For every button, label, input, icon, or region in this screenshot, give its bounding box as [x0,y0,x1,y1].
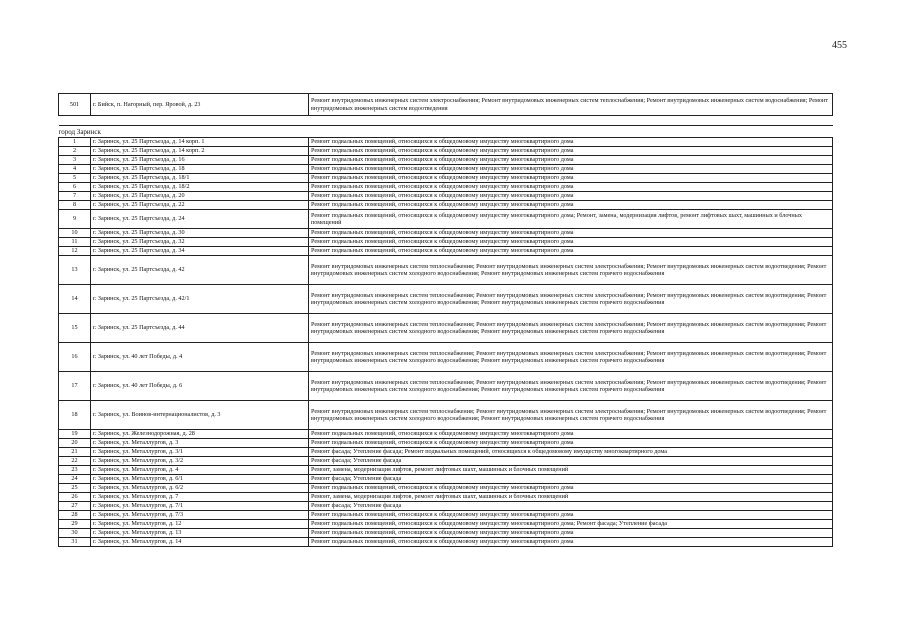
row-works: Ремонт подвальных помещений, относящихся к общедомовому имуществу многоквартирного дома; Ремонт, замена, модернизация лифтов, ремонт лифтовых шахт, машинных и блочных помещений [309,210,833,229]
table-row [59,247,833,256]
row-number: 13 [59,256,91,285]
table-row [59,484,833,493]
table-gap [59,116,833,126]
row-number: 26 [59,493,91,502]
row-address: г. Заринск, ул. Металлургов, д. 3/2 [91,457,309,466]
row-number: 28 [59,511,91,520]
row-works: Ремонт подвальных помещений, относящихся к общедомовому имуществу многоквартирного дома [309,538,833,547]
table-row [59,238,833,247]
table-row [59,314,833,343]
row-number: 14 [59,285,91,314]
row-number: 1 [59,138,91,147]
row-address: г. Заринск, ул. 25 Партсъезда, д. 44 [91,314,309,343]
row-number: 29 [59,520,91,529]
row-number: 20 [59,439,91,448]
row-works: Ремонт подвальных помещений, относящихся к общедомовому имуществу многоквартирного дома [309,201,833,210]
row-works: Ремонт подвальных помещений, относящихся к общедомовому имуществу многоквартирного дома [309,165,833,174]
works-table-body [59,94,833,547]
row-number: 10 [59,229,91,238]
row-works: Ремонт подвальных помещений, относящихся к общедомовому имуществу многоквартирного дома [309,183,833,192]
table-row [59,210,833,229]
page-number: 455 [832,40,847,51]
row-address: г. Заринск, ул. 25 Партсъезда, д. 18 [91,165,309,174]
row-works: Ремонт, замена, модернизация лифтов, ремонт лифтовых шахт, машинных и блочных помещений [309,493,833,502]
table-row [59,256,833,285]
row-number: 8 [59,201,91,210]
row-number: 9 [59,210,91,229]
row-address: г. Заринск, ул. 25 Партсъезда, д. 42 [91,256,309,285]
row-number: 5 [59,174,91,183]
row-number: 4 [59,165,91,174]
table-row [59,475,833,484]
row-address: г. Заринск, ул. Металлургов, д. 7/3 [91,511,309,520]
row-address: г. Заринск, ул. Металлургов, д. 4 [91,466,309,475]
row-address: г. Заринск, ул. 40 лет Победы, д. 4 [91,343,309,372]
row-number: 15 [59,314,91,343]
table-row [59,520,833,529]
row-number: 16 [59,343,91,372]
row-works: Ремонт внутридомовых инженерных систем электроснабжения; Ремонт внутридомовых инженерных систем теплоснабжения; Ремонт внутридомовых инженерных систем водоснабжения; Ремонт внутридомовых инженерных систем водоотведения [309,94,833,116]
table-row [59,201,833,210]
row-address: г. Заринск, ул. 25 Партсъезда, д. 22 [91,201,309,210]
row-number: 11 [59,238,91,247]
table-row [59,183,833,192]
row-address: г. Заринск, ул. 25 Партсъезда, д. 18/2 [91,183,309,192]
row-works: Ремонт подвальных помещений, относящихся к общедомовому имуществу многоквартирного дома [309,529,833,538]
row-number: 22 [59,457,91,466]
row-works: Ремонт подвальных помещений, относящихся к общедомовому имуществу многоквартирного дома [309,484,833,493]
table-row [59,372,833,401]
table-row [59,529,833,538]
row-works: Ремонт подвальных помещений, относящихся к общедомовому имуществу многоквартирного дома [309,147,833,156]
table-row [59,466,833,475]
row-address: г. Заринск, ул. Металлургов, д. 14 [91,538,309,547]
row-works: Ремонт подвальных помещений, относящихся к общедомовому имуществу многоквартирного дома [309,156,833,165]
table-row [59,401,833,430]
row-address: г. Заринск, ул. 40 лет Победы, д. 6 [91,372,309,401]
row-works: Ремонт внутридомовых инженерных систем теплоснабжения; Ремонт внутридомовых инженерных систем электроснабжения; Ремонт внутридомовых инженерных систем водоотведения; Ремонт внутридомовых инженерных систем холодного водоснабжения; Ремонт внутридомовых инженерных систем горячего водоснабжения [309,401,833,430]
row-works: Ремонт подвальных помещений, относящихся к общедомовому имуществу многоквартирного дома [309,430,833,439]
row-number: 3 [59,156,91,165]
row-address: г. Заринск, ул. 25 Партсъезда, д. 14 корп. 2 [91,147,309,156]
table-row [59,285,833,314]
row-address: г. Заринск, ул. Металлургов, д. 3/1 [91,448,309,457]
row-address: г. Заринск, ул. 25 Партсъезда, д. 14 корп. 1 [91,138,309,147]
row-address: г. Заринск, ул. Металлургов, д. 13 [91,529,309,538]
row-address: г. Заринск, ул. 25 Партсъезда, д. 24 [91,210,309,229]
row-number: 31 [59,538,91,547]
row-number: 30 [59,529,91,538]
row-works: Ремонт внутридомовых инженерных систем теплоснабжения; Ремонт внутридомовых инженерных систем электроснабжения; Ремонт внутридомовых инженерных систем водоотведения; Ремонт внутридомовых инженерных систем холодного водоснабжения; Ремонт внутридомовых инженерных систем горячего водоснабжения [309,372,833,401]
row-works: Ремонт фасада; Утепление фасада [309,502,833,511]
row-works: Ремонт, замена, модернизация лифтов, ремонт лифтовых шахт, машинных и блочных помещений [309,466,833,475]
table-row [59,147,833,156]
table-row [59,165,833,174]
row-number: 12 [59,247,91,256]
row-number: 23 [59,466,91,475]
row-works: Ремонт внутридомовых инженерных систем теплоснабжения; Ремонт внутридомовых инженерных систем электроснабжения; Ремонт внутридомовых инженерных систем водоотведения; Ремонт внутридомовых инженерных систем холодного водоснабжения; Ремонт внутридомовых инженерных систем горячего водоснабжения [309,256,833,285]
row-works: Ремонт фасада; Утепление фасада [309,457,833,466]
table-row [59,343,833,372]
table-row [59,448,833,457]
row-number: 501 [59,94,91,116]
works-table [58,93,833,547]
row-address: г. Заринск, ул. Железнодорожная, д. 28 [91,430,309,439]
row-address: г. Заринск, ул. 25 Партсъезда, д. 20 [91,192,309,201]
table-row [59,156,833,165]
table-row [59,229,833,238]
row-address: г. Заринск, ул. Металлургов, д. 7/1 [91,502,309,511]
row-number: 2 [59,147,91,156]
section-row [59,126,833,138]
table-row [59,174,833,183]
row-works: Ремонт подвальных помещений, относящихся к общедомовому имуществу многоквартирного дома [309,229,833,238]
table-row [59,138,833,147]
row-address: г. Заринск, ул. 25 Партсъезда, д. 34 [91,247,309,256]
row-number: 21 [59,448,91,457]
row-address: г. Заринск, ул. Металлургов, д. 3 [91,439,309,448]
row-address: г. Заринск, ул. 25 Партсъезда, д. 30 [91,229,309,238]
row-number: 18 [59,401,91,430]
row-address: г. Заринск, ул. Металлургов, д. 6/2 [91,484,309,493]
row-address: г. Заринск, ул. Воинов-интернационалистов, д. 3 [91,401,309,430]
works-table-container [58,93,832,547]
table-row [59,511,833,520]
row-number: 17 [59,372,91,401]
row-works: Ремонт подвальных помещений, относящихся к общедомовому имуществу многоквартирного дома [309,247,833,256]
section-title: город Заринск [59,126,833,138]
row-address: г. Заринск, ул. Металлургов, д. 6/1 [91,475,309,484]
row-works: Ремонт фасада; Утепление фасада; Ремонт подвальных помещений, относящихся к общедомовому имуществу многоквартирного дома [309,448,833,457]
row-address: г. Бийск, п. Нагорный, пер. Яровой, д. 23 [91,94,309,116]
row-address: г. Заринск, ул. 25 Партсъезда, д. 16 [91,156,309,165]
row-works: Ремонт подвальных помещений, относящихся к общедомовому имуществу многоквартирного дома [309,439,833,448]
row-number: 24 [59,475,91,484]
table-row [59,502,833,511]
table-row-top [59,94,833,116]
row-number: 27 [59,502,91,511]
row-address: г. Заринск, ул. 25 Партсъезда, д. 42/1 [91,285,309,314]
row-works: Ремонт фасада; Утепление фасада [309,475,833,484]
row-works: Ремонт внутридомовых инженерных систем теплоснабжения; Ремонт внутридомовых инженерных систем электроснабжения; Ремонт внутридомовых инженерных систем водоотведения; Ремонт внутридомовых инженерных систем холодного водоснабжения; Ремонт внутридомовых инженерных систем горячего водоснабжения [309,285,833,314]
row-works: Ремонт подвальных помещений, относящихся к общедомовому имуществу многоквартирного дома [309,174,833,183]
row-number: 6 [59,183,91,192]
row-address: г. Заринск, ул. 25 Партсъезда, д. 32 [91,238,309,247]
row-works: Ремонт подвальных помещений, относящихся к общедомовому имуществу многоквартирного дома [309,238,833,247]
row-number: 7 [59,192,91,201]
row-number: 25 [59,484,91,493]
row-works: Ремонт подвальных помещений, относящихся к общедомовому имуществу многоквартирного дома [309,192,833,201]
table-row [59,457,833,466]
row-address: г. Заринск, ул. 25 Партсъезда, д. 18/1 [91,174,309,183]
table-row [59,430,833,439]
table-row [59,493,833,502]
row-works: Ремонт подвальных помещений, относящихся к общедомовому имуществу многоквартирного дома [309,138,833,147]
table-row [59,192,833,201]
row-address: г. Заринск, ул. Металлургов, д. 7 [91,493,309,502]
table-row [59,439,833,448]
row-number: 19 [59,430,91,439]
row-works: Ремонт подвальных помещений, относящихся к общедомовому имуществу многоквартирного дома; Ремонт фасада; Утепление фасада [309,520,833,529]
row-works: Ремонт подвальных помещений, относящихся к общедомовому имуществу многоквартирного дома [309,511,833,520]
row-works: Ремонт внутридомовых инженерных систем теплоснабжения; Ремонт внутридомовых инженерных систем электроснабжения; Ремонт внутридомовых инженерных систем водоотведения; Ремонт внутридомовых инженерных систем холодного водоснабжения; Ремонт внутридомовых инженерных систем горячего водоснабжения [309,314,833,343]
row-works: Ремонт внутридомовых инженерных систем теплоснабжения; Ремонт внутридомовых инженерных систем электроснабжения; Ремонт внутридомовых инженерных систем водоотведения; Ремонт внутридомовых инженерных систем холодного водоснабжения; Ремонт внутридомовых инженерных систем горячего водоснабжения [309,343,833,372]
row-address: г. Заринск, ул. Металлургов, д. 12 [91,520,309,529]
table-row [59,538,833,547]
